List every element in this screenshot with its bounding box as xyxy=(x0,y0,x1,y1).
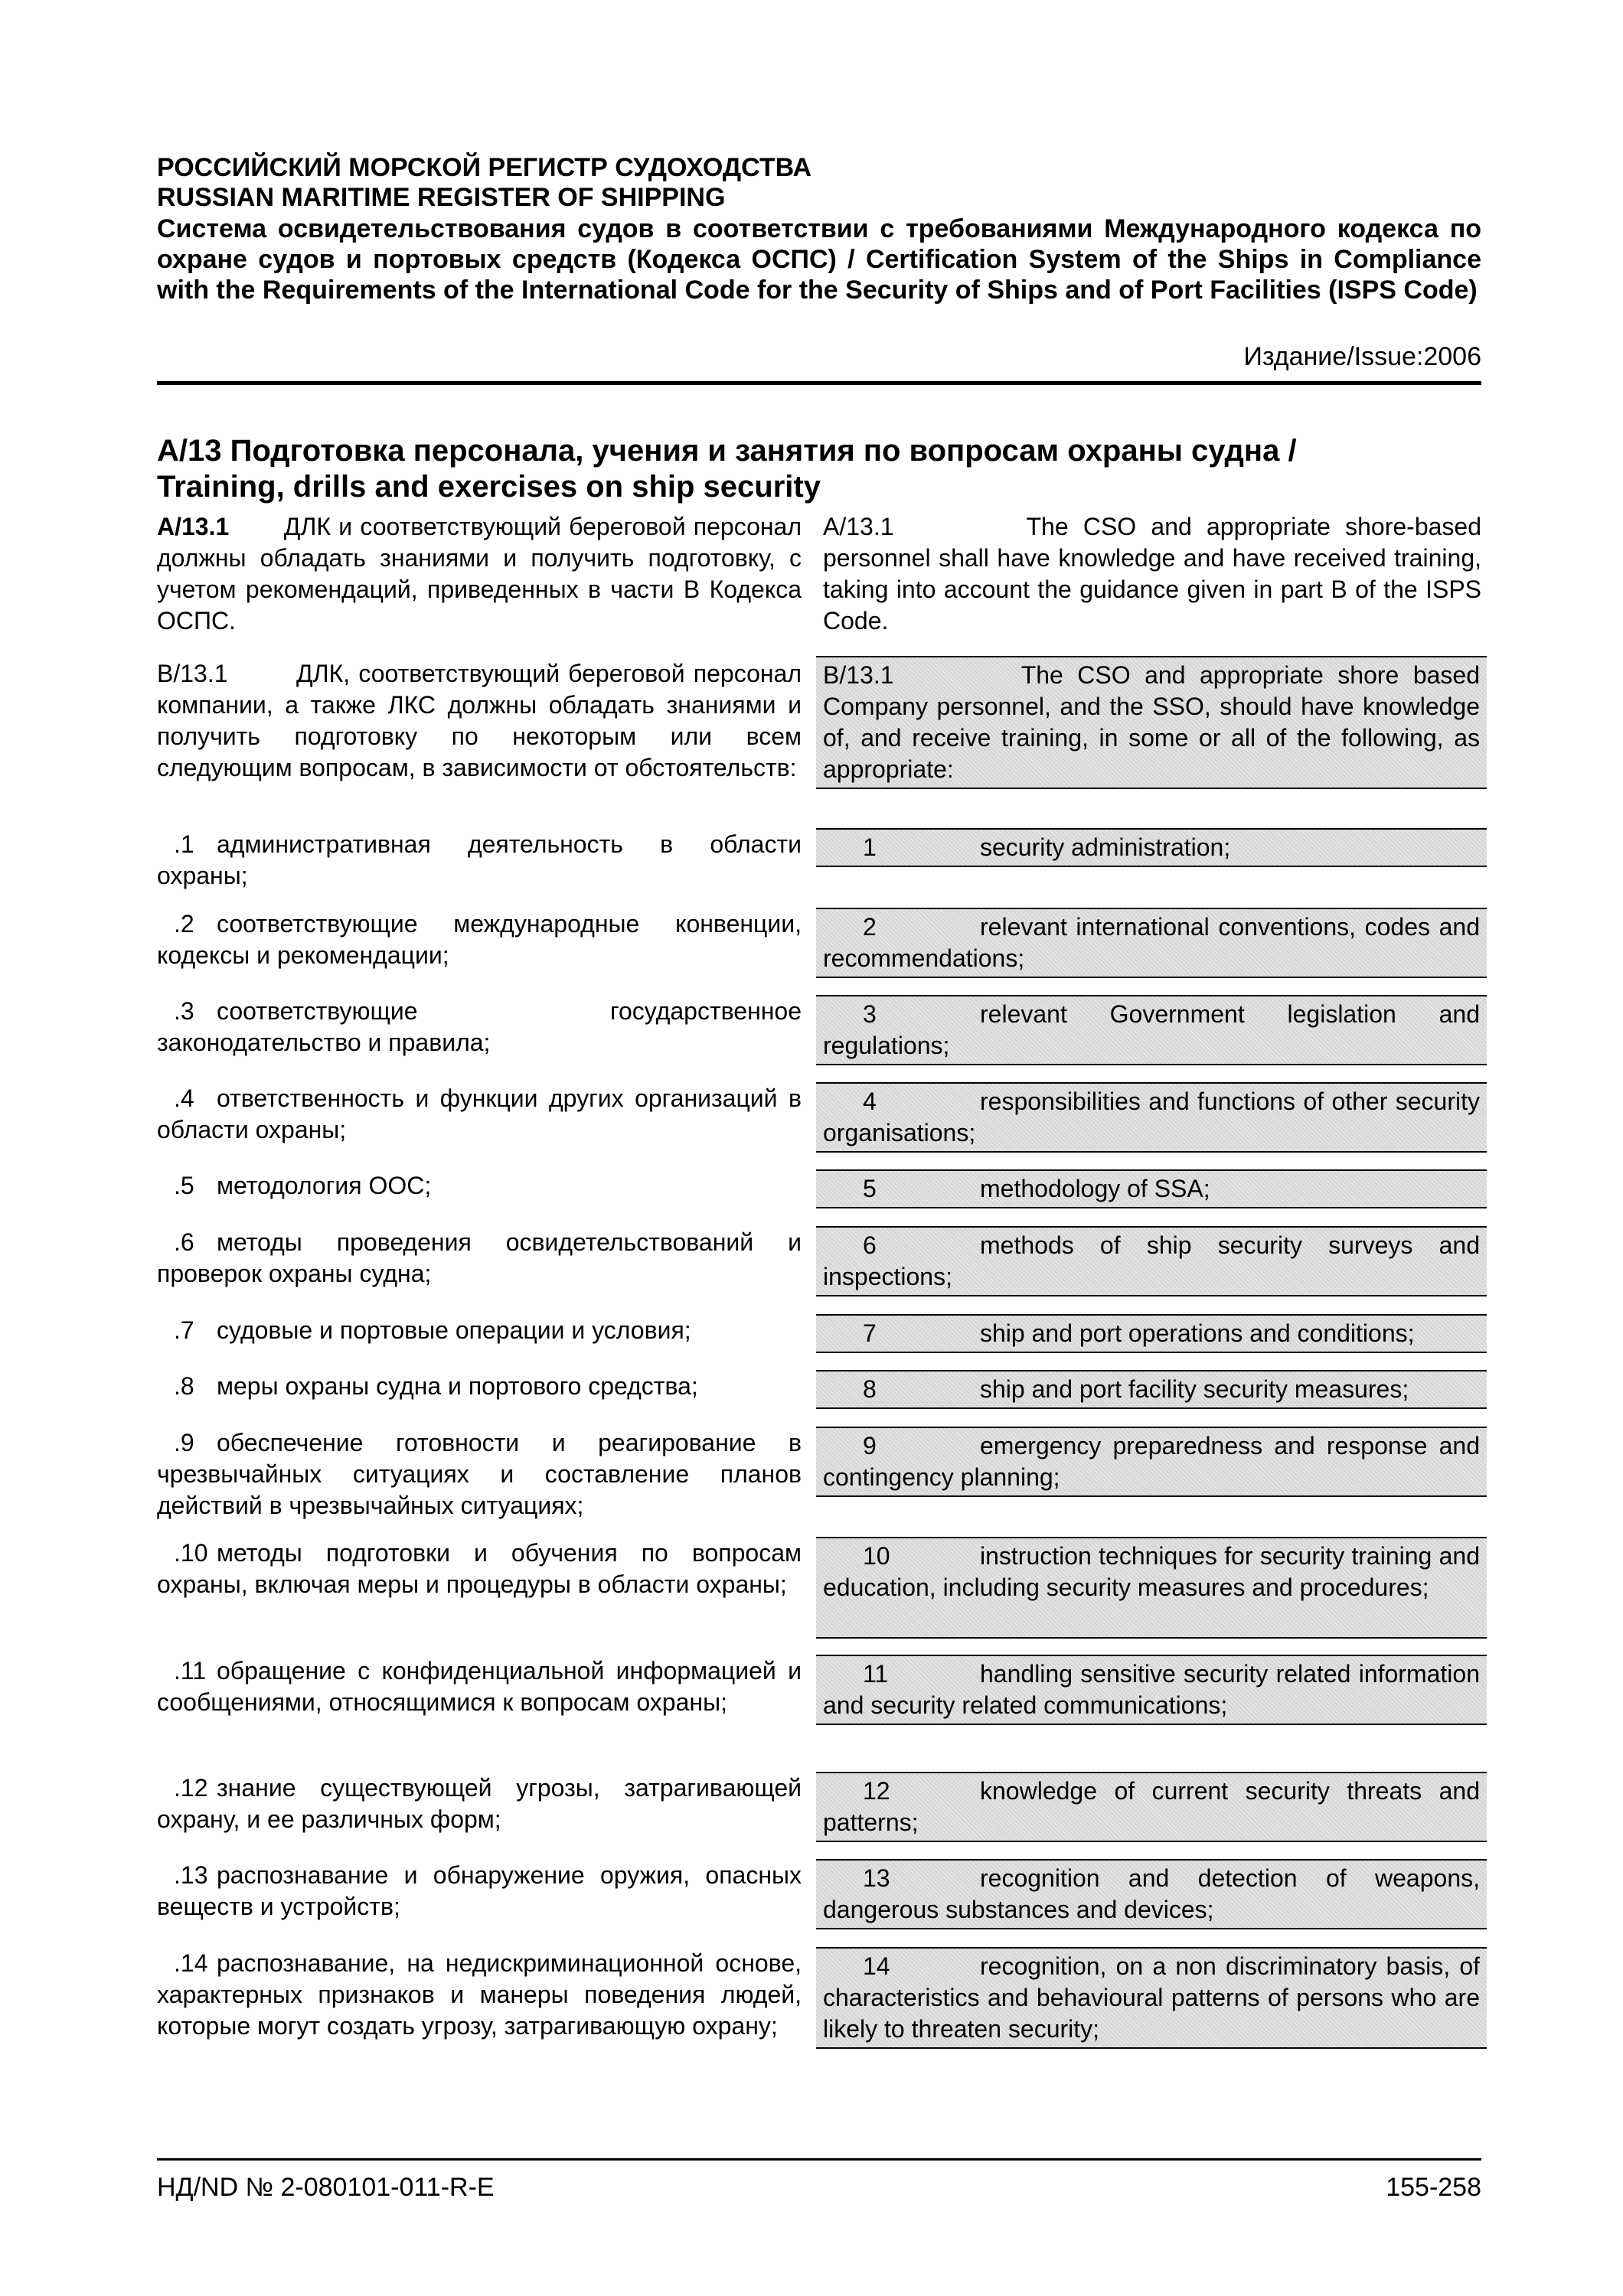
b13-1-ru-text: ДЛК, соответствующий береговой персонал компании, а также ЛКС должны обладать знаниями и получить подготовку по некоторым или всем следующим вопросам, в зависимости от обстоятельств: xyxy=(157,660,802,781)
issue-label: Издание/Issue:2006 xyxy=(1243,342,1481,371)
list-item-en-13: 13 recognition and detection of weapons, dangerous substances and devices; xyxy=(816,1859,1487,1929)
system-title: Система освидетельствования судов в соответствии с требованиями Международного кодекса по охране судов и портовых средств (Кодекса ОСПС) / Certification System of the Ships in Compliance with the Requirements of the International Code for the Security of Ships and of Port Facilities (ISPS Code) xyxy=(157,214,1481,305)
a13-1-en-text: The CSO and appropriate shore-based personnel shall have knowledge and have received training, taking into account the guidance given in part B of the ISPS Code. xyxy=(823,513,1482,634)
list-item-ru-4: .4 ответственность и функции других организаций в области охраны; xyxy=(157,1084,802,1143)
list-item-en-10: 10 instruction techniques for security training and education, including security measures and procedures; xyxy=(816,1537,1487,1639)
header-rule xyxy=(157,381,1481,385)
a13-1-en-label: A/13.1 xyxy=(823,513,894,540)
list-item-ru-6: .6 методы проведения освидетельствований и проверок охраны судна; xyxy=(157,1228,802,1287)
list-item-en-12: 12 knowledge of current security threats and patterns; xyxy=(816,1772,1487,1842)
a13-1-ru xyxy=(157,511,802,637)
list-item-en-1: 1 security administration; xyxy=(816,828,1487,867)
list-item-ru-9: .9 обеспечение готовности и реагирование в чрезвычайных ситуациях и составление планов действий в чрезвычайных ситуациях; xyxy=(157,1429,802,1519)
a13-1-en xyxy=(823,511,1481,637)
list-item-ru-12: .12 знание существующей угрозы, затрагивающей охрану, и ее различных форм; xyxy=(157,1774,802,1833)
list-item-en-2: 2 relevant international conventions, codes and recommendations; xyxy=(816,908,1487,978)
list-item-en-5: 5 methodology of SSA; xyxy=(816,1169,1487,1208)
list-item-ru-14: .14 распознавание, на недискриминационной основе, характерных признаков и манеры поведения людей, которые могут создать угрозу, затрагивающую охрану; xyxy=(157,1949,802,2040)
list-item-ru-11: .11 обращение с конфиденциальной информацией и сообщениями, относящимися к вопросам охраны; xyxy=(157,1657,802,1716)
list-item-en-8: 8 ship and port facility security measures; xyxy=(816,1370,1487,1409)
list-item-ru-13: .13 распознавание и обнаружение оружия, опасных веществ и устройств; xyxy=(157,1861,802,1920)
b13-1-ru-label: B/13.1 xyxy=(157,660,228,687)
a13-1-ru-text: ДЛК и соответствующий береговой персонал должны обладать знаниями и получить подготовку, с учетом рекомендаций, приведенных в части B Кодекса ОСПС. xyxy=(157,513,802,634)
list-item-ru-8: .8 меры охраны судна и портового средства; xyxy=(174,1372,698,1400)
footer-rule xyxy=(157,2158,1481,2161)
b13-1-en-text: The CSO and appropriate shore based Company personnel, and the SSO, should have knowledge of, and receive training, in some or all of the following, as appropriate: xyxy=(823,661,1481,783)
list-item-en-4: 4 responsibilities and functions of other security organisations; xyxy=(816,1082,1487,1153)
doc-number: НД/ND № 2-080101-011-R-E xyxy=(157,2173,495,2202)
document-header xyxy=(157,153,1481,305)
section-title xyxy=(157,433,1481,505)
section-title-line1: A/13 Подготовка персонала, учения и занятия по вопросам охраны судна / xyxy=(157,434,1297,468)
org-name-en: RUSSIAN MARITIME REGISTER OF SHIPPING xyxy=(157,183,726,212)
list-item-en-14: 14 recognition, on a non discriminatory basis, of characteristics and behavioural patterns of persons who are likely to threaten security; xyxy=(816,1947,1487,2049)
list-item-ru-7: .7 судовые и портовые операции и условия; xyxy=(174,1316,691,1344)
b13-1-ru xyxy=(157,658,802,784)
list-item-en-7: 7 ship and port operations and conditions; xyxy=(816,1314,1487,1353)
list-item-ru-3: .3 соответствующие государственное законодательство и правила; xyxy=(157,997,802,1056)
list-item-en-3: 3 relevant Government legislation and regulations; xyxy=(816,995,1487,1065)
org-name-ru: РОССИЙСКИЙ МОРСКОЙ РЕГИСТР СУДОХОДСТВА xyxy=(157,153,812,182)
list-item-ru-1: .1 административная деятельность в области охраны; xyxy=(157,830,802,889)
list-item-ru-2: .2 соответствующие международные конвенции, кодексы и рекомендации; xyxy=(157,910,802,969)
page-number: 155-258 xyxy=(1386,2173,1481,2202)
list-item-ru-5: .5 методология ООС; xyxy=(174,1172,432,1199)
list-item-ru-10: .10 методы подготовки и обучения по вопросам охраны, включая меры и процедуры в области охраны; xyxy=(157,1539,802,1598)
a13-1-ru-label: A/13.1 xyxy=(157,513,230,540)
section-title-line2: Training, drills and exercises on ship security xyxy=(157,470,821,504)
list-item-en-11: 11 handling sensitive security related information and security related communications; xyxy=(816,1655,1487,1725)
list-item-en-9: 9 emergency preparedness and response and contingency planning; xyxy=(816,1427,1487,1497)
list-item-en-6: 6 methods of ship security surveys and inspections; xyxy=(816,1226,1487,1296)
b13-1-en-label: B/13.1 xyxy=(823,661,894,689)
b13-1-en xyxy=(816,656,1487,789)
